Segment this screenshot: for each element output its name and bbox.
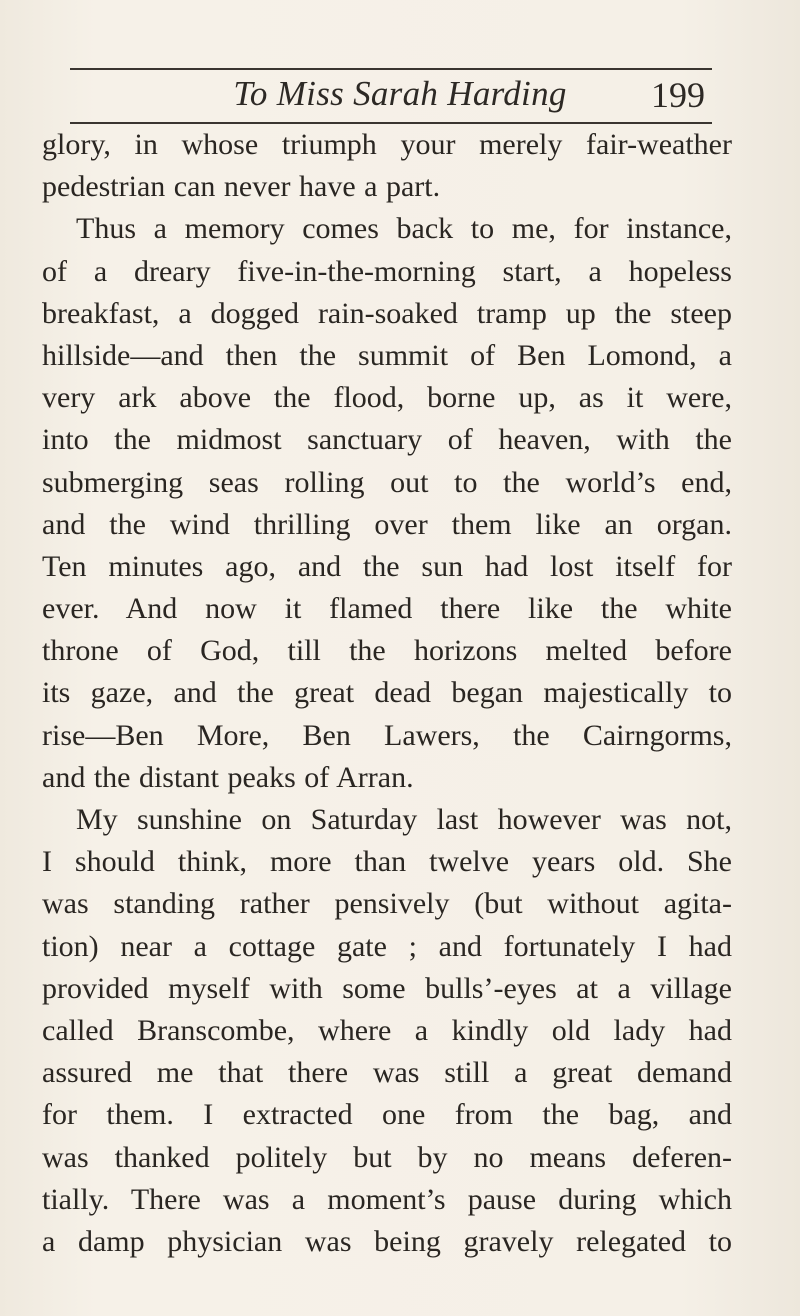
text-line: I should think, more than twelve years old. She: [42, 845, 732, 879]
text-line: hillside—and then the summit of Ben Lomond, a: [42, 338, 732, 372]
text-line: throne of God, till the horizons melted before: [42, 634, 732, 668]
text-line: submerging seas rolling out to the world’s end,: [42, 465, 732, 499]
text-line: glory, in whose triumph your merely fair-weather: [42, 128, 732, 161]
text-line: pedestrian can never have a part.: [42, 170, 441, 204]
text-line: called Branscombe, where a kindly old lady had: [42, 1013, 732, 1047]
text-line: My sunshine on Saturday last however was not,: [76, 803, 732, 836]
text-line: for them. I extracted one from the bag, and: [42, 1098, 732, 1132]
text-line: assured me that there was still a great demand: [42, 1056, 732, 1090]
text-line: very ark above the flood, borne up, as it were,: [42, 381, 732, 415]
text-line: breakfast, a dogged rain-soaked tramp up the steep: [42, 296, 732, 330]
text-line: and the distant peaks of Arran.: [42, 760, 414, 794]
text-line: Ten minutes ago, and the sun had lost itself for: [42, 549, 732, 583]
text-line: a damp physician was being gravely relegated to: [42, 1224, 732, 1258]
text-line: was thanked politely but by no means deferen-: [42, 1140, 732, 1174]
text-line: provided myself with some bulls’-eyes at a village: [42, 971, 732, 1005]
text-line: was standing rather pensively (but without agita-: [42, 887, 732, 921]
text-line: and the wind thrilling over them like an organ.: [42, 507, 732, 541]
text-line: rise—Ben More, Ben Lawers, the Cairngorms,: [42, 718, 732, 752]
text-line: of a dreary five-in-the-morning start, a hopeless: [42, 254, 732, 288]
text-line: into the midmost sanctuary of heaven, with the: [42, 423, 732, 457]
body-text: [42, 124, 732, 1263]
page-number: 199: [651, 75, 705, 115]
text-line: tion) near a cottage gate ; and fortunately I had: [42, 929, 732, 963]
text-line: its gaze, and the great dead began majestically to: [42, 676, 732, 710]
running-header: [0, 72, 800, 124]
text-line: ever. And now it flamed there like the white: [42, 592, 732, 626]
running-title: To Miss Sarah Harding: [233, 74, 567, 113]
text-line: tially. There was a moment’s pause during which: [42, 1182, 732, 1216]
header-rule-top: [70, 68, 712, 70]
text-line: Thus a memory comes back to me, for instance,: [76, 212, 732, 246]
